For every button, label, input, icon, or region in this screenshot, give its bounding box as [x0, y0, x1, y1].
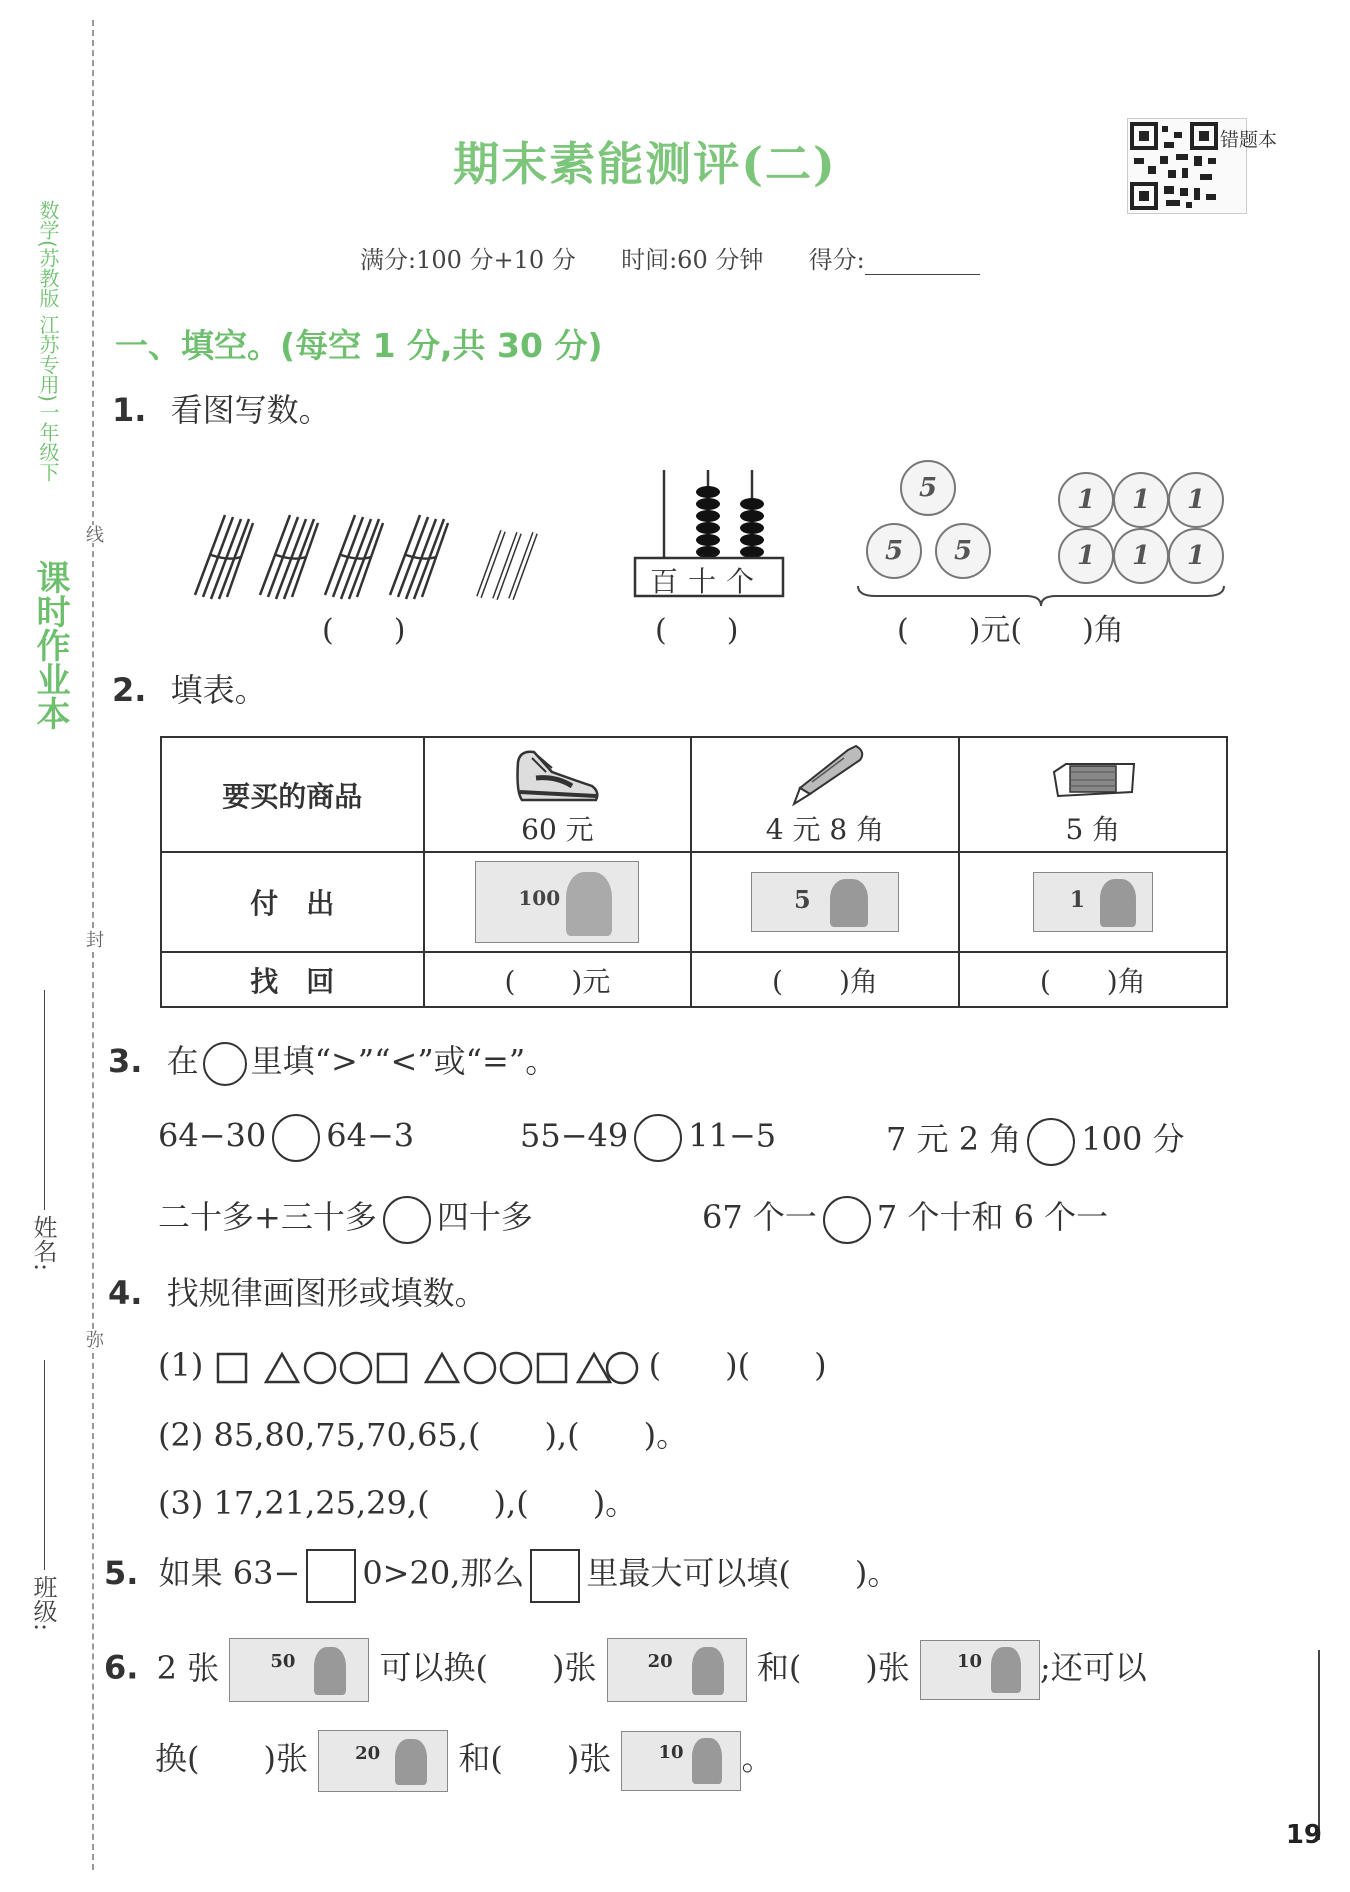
q6-text-c[interactable]: 和( )张: [756, 1648, 910, 1687]
name-label: 姓名:: [29, 1215, 57, 1272]
banknote-10-portrait-2: [692, 1738, 722, 1784]
coin-1-jiao-2: 1: [1113, 472, 1169, 528]
shoes-icon: [512, 742, 602, 808]
q5-text-b: 0>20,那么: [362, 1554, 525, 1592]
banknote-20-image: [607, 1638, 747, 1702]
q2-text: 填表。: [170, 671, 267, 709]
stick-bundles-image: [185, 505, 565, 615]
paid-1-cell: [959, 852, 1227, 952]
coin-5-jiao-2: 5: [866, 523, 922, 579]
triangle-icon: [266, 1354, 298, 1382]
row-header-paid: 付 出: [161, 852, 424, 952]
row-header-change: 找 回: [161, 952, 424, 1007]
banknote-10-value-2: 10: [658, 1742, 684, 1763]
item-eraser-cell: [959, 737, 1227, 852]
score-label: 得分:: [808, 246, 865, 274]
price-shoes: 60 元: [521, 812, 594, 846]
change-eraser-blank[interactable]: ( )角: [959, 952, 1227, 1007]
q5-box-2[interactable]: [530, 1549, 580, 1603]
banknote-5-image: [751, 872, 899, 932]
compare-3-circle[interactable]: [1027, 1118, 1075, 1166]
q3-circle-example: [203, 1042, 247, 1086]
coin-1-jiao-6: 1: [1168, 528, 1224, 584]
q6-text-b[interactable]: 可以换( )张: [379, 1648, 597, 1687]
q1-number: 1.: [112, 391, 147, 429]
q6-text-f[interactable]: 和( )张: [458, 1739, 612, 1778]
banknote-5-portrait: [830, 879, 868, 927]
eraser-icon: [1048, 742, 1138, 808]
q3-number: 3.: [108, 1042, 143, 1080]
abacus-tens-label: 十: [688, 565, 727, 598]
q5-box-1[interactable]: [306, 1549, 356, 1603]
qr-code[interactable]: [1127, 118, 1278, 214]
banknote-20-value-2: 20: [355, 1743, 381, 1764]
q2-number: 2.: [112, 671, 147, 709]
circle-icon: [341, 1353, 371, 1383]
q6-text-a: 2 张: [156, 1648, 220, 1687]
bundle-4: [390, 515, 448, 599]
bundle-1: [195, 515, 253, 599]
bundle-3: [325, 515, 383, 599]
row-header-items: 要买的商品: [161, 737, 424, 852]
paid-100-cell: [424, 852, 692, 952]
book-subtitle: 数学(苏教版 江苏专用)一年级下: [36, 200, 60, 482]
coin-1-jiao-3: 1: [1168, 472, 1224, 528]
abacus-ones-label: 个: [726, 565, 765, 598]
q4-number: 4.: [108, 1274, 143, 1312]
time-limit: 时间:60 分钟: [621, 246, 764, 274]
compare-5-circle[interactable]: [823, 1196, 871, 1244]
q5-text-c[interactable]: 里最大可以填( )。: [586, 1554, 900, 1592]
q1-text: 看图写数。: [170, 391, 331, 429]
square-icon: [538, 1354, 566, 1382]
compare-3-left: 7 元 2 角: [886, 1120, 1022, 1158]
page-title: 期末素能测评(二): [453, 137, 837, 191]
change-shoes-blank[interactable]: ( )元: [424, 952, 692, 1007]
compare-2-right: 11−5: [688, 1116, 777, 1155]
section-1-heading: 一、填空。(每空 1 分,共 30 分): [115, 326, 603, 365]
compare-item-1: [158, 1114, 414, 1162]
banknote-5-value: 5: [793, 885, 811, 914]
banknote-100-portrait: [566, 872, 612, 936]
banknote-10-image-2: [621, 1731, 741, 1791]
qr-label: 错题本: [1220, 129, 1278, 151]
compare-item-4: [158, 1192, 533, 1244]
compare-item-3: [886, 1114, 1185, 1166]
score-blank[interactable]: [865, 252, 980, 275]
compare-1-left: 64−30: [158, 1116, 267, 1155]
banknote-50-image: [229, 1638, 369, 1702]
single-sticks: [479, 531, 535, 599]
q5-number: 5.: [104, 1554, 139, 1592]
question-3: [108, 1036, 557, 1086]
compare-5-left: 67 个一: [702, 1198, 817, 1236]
question-1: [112, 385, 331, 431]
question-2: [112, 665, 267, 711]
q4-part-3[interactable]: (3) 17,21,25,29,( ),( )。: [158, 1484, 638, 1522]
compare-2-circle[interactable]: [634, 1114, 682, 1162]
q3-text-a: 在: [166, 1042, 199, 1080]
class-label: 班级:: [29, 1575, 57, 1632]
coin-1-jiao-4: 1: [1058, 528, 1114, 584]
banknote-10-image: [920, 1640, 1040, 1700]
q6-text-g: 。: [741, 1739, 774, 1778]
abacus-hundreds-label: 百: [650, 565, 689, 598]
circle-icon: [465, 1353, 495, 1383]
coin-1-jiao-5: 1: [1113, 528, 1169, 584]
cut-line-text: 线: [80, 525, 106, 543]
question-6-line-1: [104, 1638, 1147, 1702]
triangle-icon: [426, 1354, 458, 1382]
abacus-labels: [650, 560, 764, 600]
price-eraser: 5 角: [1065, 812, 1121, 846]
compare-1-right: 64−3: [326, 1116, 415, 1155]
q4-part-1-blanks[interactable]: ( )( ): [648, 1346, 827, 1384]
coin-5-jiao-3: 5: [935, 523, 991, 579]
banknote-10-value: 10: [956, 1651, 983, 1672]
compare-3-right: 100 分: [1081, 1120, 1185, 1158]
banknote-10-portrait: [991, 1647, 1021, 1693]
banknote-20-value: 20: [647, 1651, 673, 1672]
square-icon: [378, 1354, 406, 1382]
item-pen-cell: [691, 737, 958, 852]
q6-number: 6.: [104, 1648, 139, 1687]
banknote-1-image: [1033, 872, 1153, 932]
q1-blank-abacus[interactable]: ( ): [655, 613, 739, 648]
coin-1-jiao-1: 1: [1058, 472, 1114, 528]
circle-icon: [607, 1353, 637, 1383]
q4-part-2[interactable]: (2) 85,80,75,70,65,( ),( )。: [158, 1416, 689, 1454]
square-icon: [218, 1354, 246, 1382]
circle-icon: [501, 1353, 531, 1383]
change-pen-blank[interactable]: ( )角: [691, 952, 958, 1007]
banknote-1-portrait: [1100, 879, 1136, 927]
paid-5-cell: [691, 852, 958, 952]
pen-icon: [780, 742, 870, 808]
question-5: [104, 1548, 899, 1603]
compare-5-right: 7 个十和 6 个一: [876, 1198, 1109, 1236]
q6-text-e[interactable]: 换( )张: [155, 1739, 308, 1778]
banknote-20-portrait-2: [395, 1739, 427, 1785]
q4-part-1: [158, 1340, 827, 1386]
question-6-line-2: [155, 1730, 774, 1792]
bundle-2: [260, 515, 318, 599]
compare-4-left: 二十多+三十多: [158, 1198, 377, 1236]
q5-text-a: 如果 63−: [158, 1554, 301, 1592]
name-blank-line[interactable]: [44, 990, 45, 1210]
page-number: 19: [1285, 1820, 1322, 1850]
q4-text: 找规律画图形或填数。: [166, 1274, 487, 1312]
compare-item-2: [520, 1114, 776, 1162]
q4-part-1-label: (1): [158, 1346, 204, 1384]
class-blank-line[interactable]: [44, 1360, 45, 1570]
q1-blank-money[interactable]: ( )元( )角: [897, 613, 1124, 648]
q6-text-d: ;还可以: [1039, 1648, 1147, 1687]
banknote-1-value: 1: [1069, 887, 1086, 913]
circle-icon: [305, 1353, 335, 1383]
qr-icon: [1130, 122, 1218, 210]
shopping-table: [160, 736, 1228, 1008]
page-number-rule: [1318, 1650, 1320, 1840]
banknote-20-portrait: [692, 1647, 724, 1695]
banknote-20-image-2: [318, 1730, 448, 1792]
triangle-icon: [578, 1354, 610, 1382]
q1-blank-sticks[interactable]: ( ): [322, 613, 406, 648]
q3-text-b: 里填“>”“<”或“=”。: [250, 1042, 558, 1080]
closing-line-text: 弥: [80, 1330, 106, 1348]
series-name: 课时作业本: [30, 560, 70, 730]
seal-line-text: 封: [80, 930, 106, 948]
score-info: [360, 240, 980, 275]
item-shoes-cell: [424, 737, 692, 852]
compare-4-right: 四十多: [436, 1198, 533, 1236]
compare-1-circle[interactable]: [272, 1114, 320, 1162]
price-pen: 4 元 8 角: [765, 812, 885, 846]
banknote-100-value: 100: [518, 886, 561, 910]
compare-4-circle[interactable]: [383, 1196, 431, 1244]
banknote-50-value: 50: [270, 1651, 296, 1672]
banknote-100-image: [475, 861, 639, 943]
full-score: 满分:100 分+10 分: [360, 246, 576, 274]
compare-2-left: 55−49: [520, 1116, 629, 1155]
banknote-50-portrait: [314, 1647, 346, 1695]
coin-5-jiao-1: 5: [900, 460, 956, 516]
question-4: [108, 1268, 487, 1314]
compare-item-5: [702, 1192, 1108, 1244]
shape-pattern: [214, 1350, 639, 1386]
